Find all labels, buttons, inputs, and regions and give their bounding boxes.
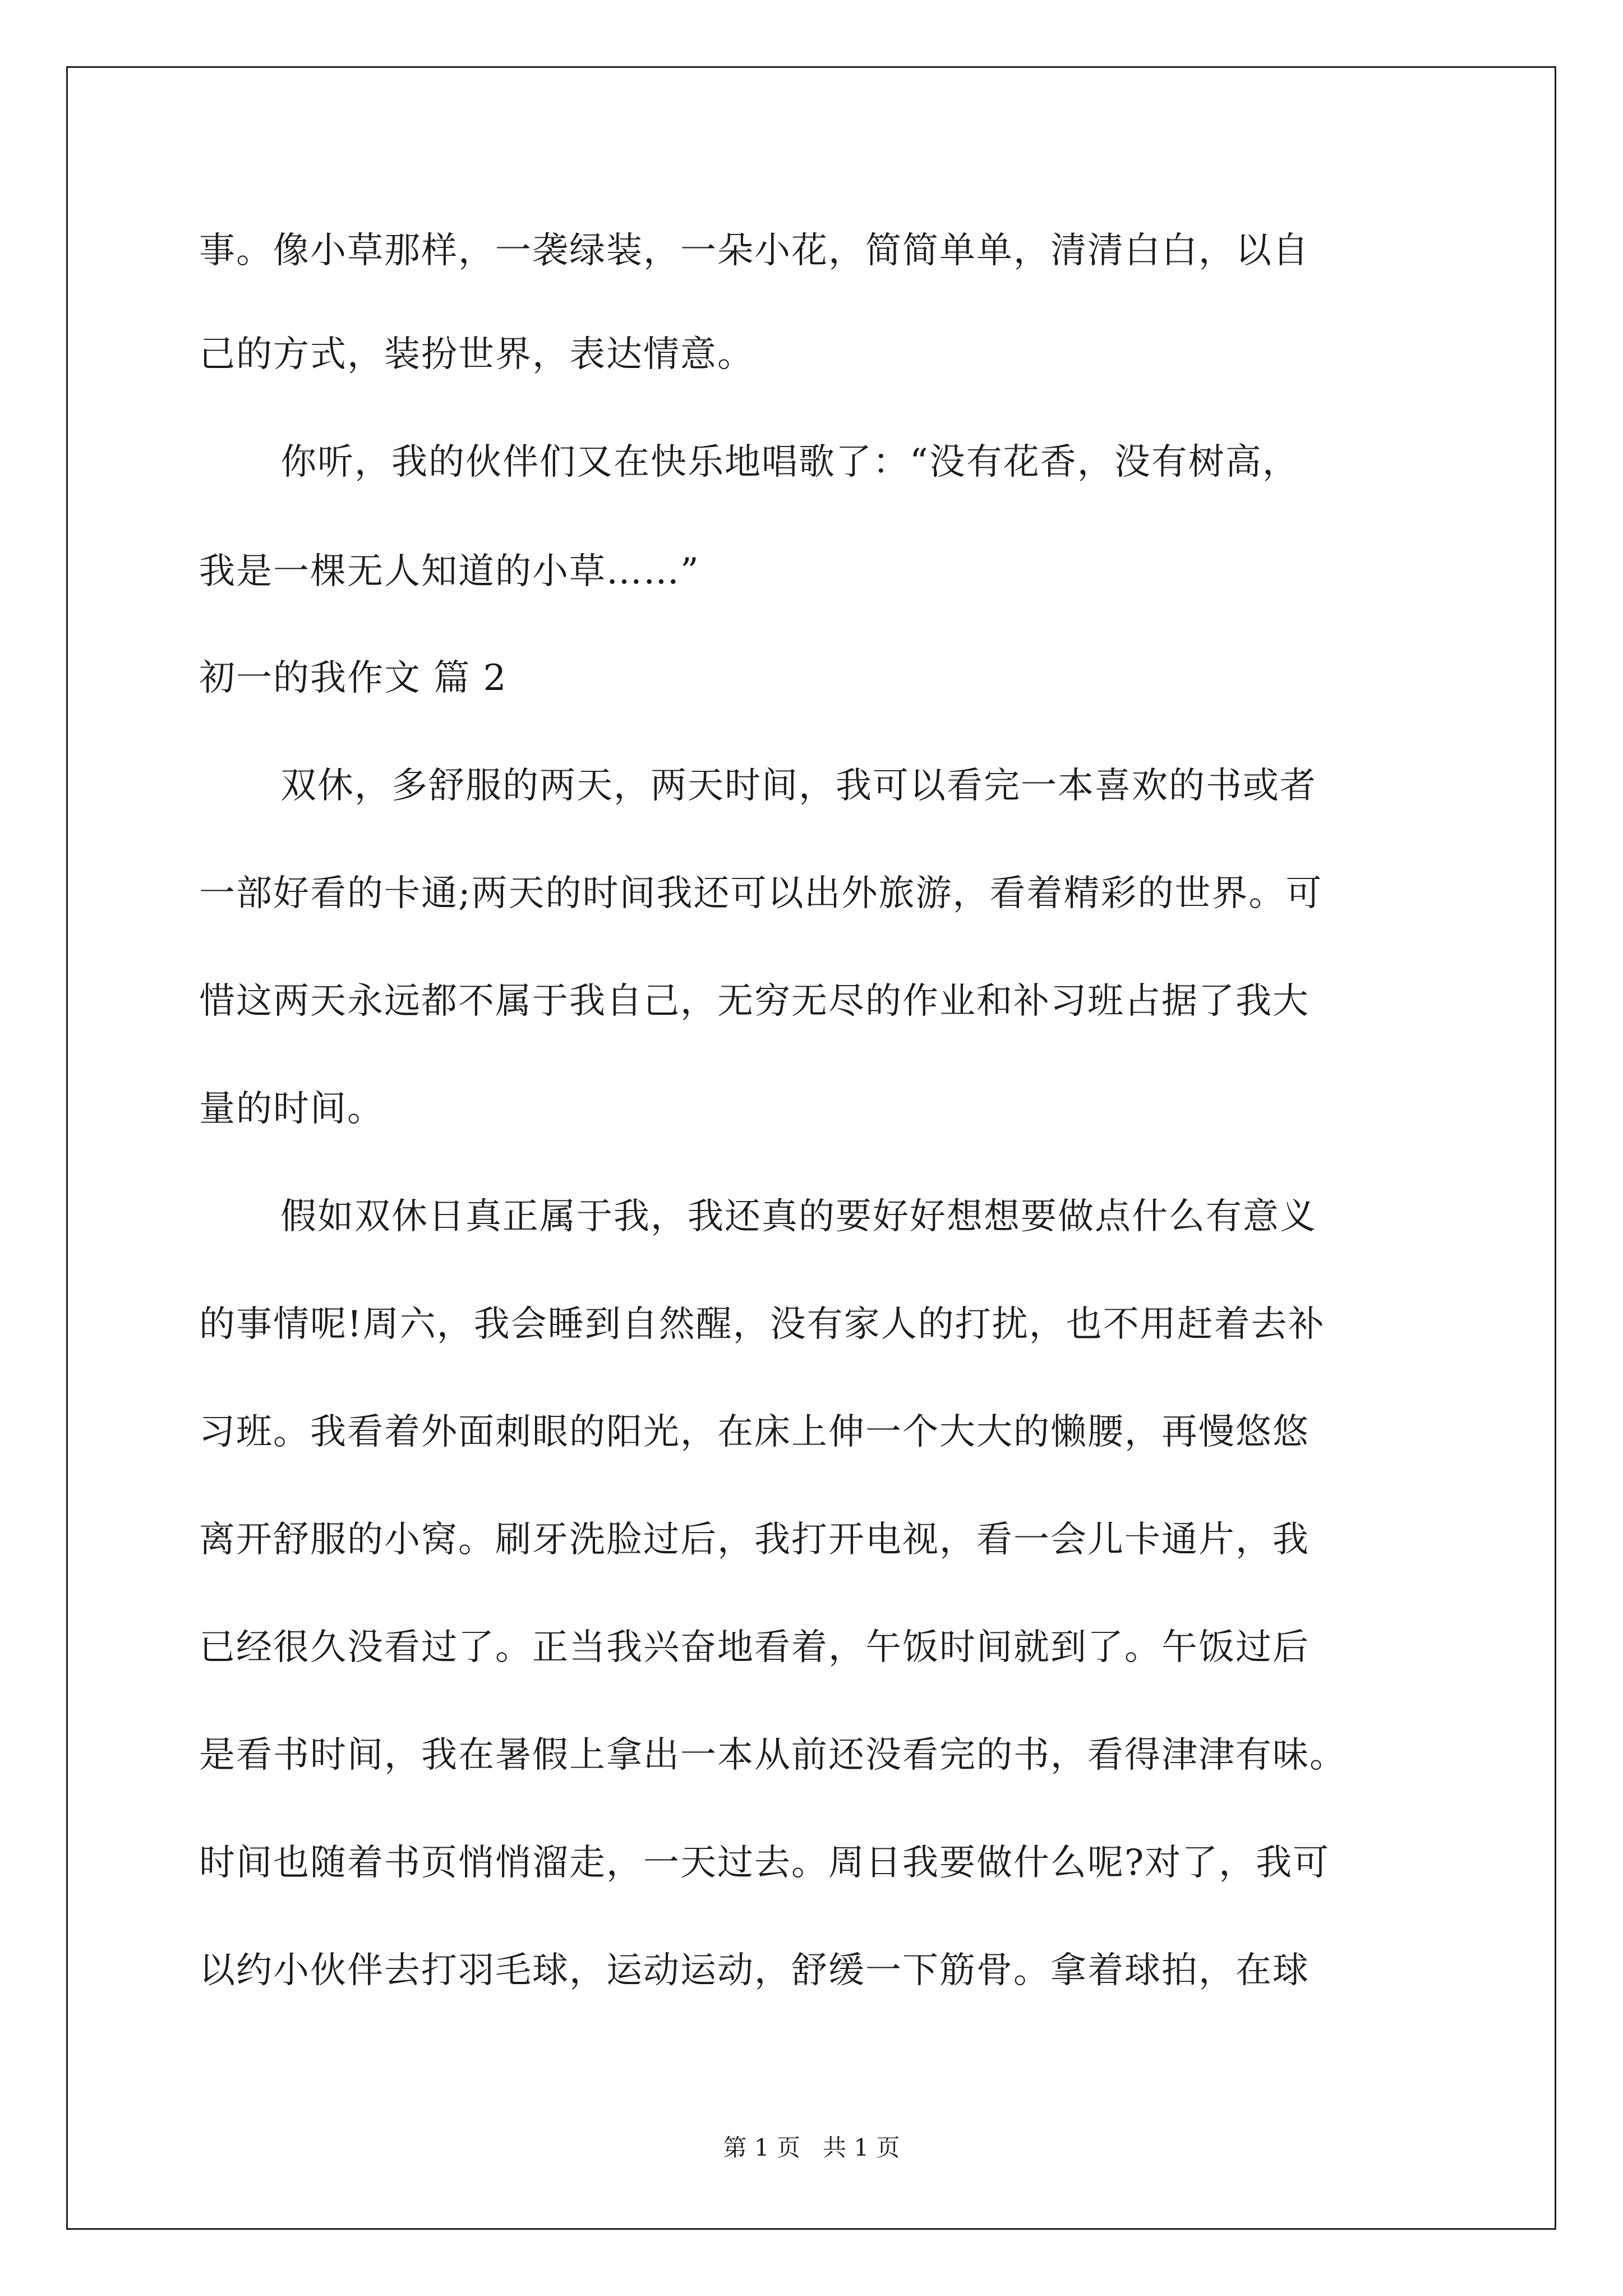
paragraph-first-line: 你听，我的伙伴们又在快乐地唱歌了：“没有花香，没有树高， — [280, 441, 1299, 483]
text-line: 习班。我看着外面刺眼的阳光，在床上伸一个大大的懒腰，再慢悠悠 — [199, 1411, 1310, 1453]
text-line: 以约小伙伴去打羽毛球，运动运动，舒缓一下筋骨。拿着球拍，在球 — [199, 1950, 1310, 1991]
text-line: 惜这两天永远都不属于我自己，无穷无尽的作业和补习班占据了我大 — [199, 981, 1310, 1022]
text-line: 一部好看的卡通;两天的时间我还可以出外旅游，看着精彩的世界。可 — [199, 873, 1323, 914]
text-line: 已经很久没看过了。正当我兴奋地看着，午饭时间就到了。午饭过后 — [199, 1627, 1310, 1668]
section-heading: 初一的我作文 篇 2 — [199, 657, 508, 699]
text-line: 时间也随着书页悄悄溜走，一天过去。周日我要做什么呢?对了，我可 — [199, 1842, 1330, 1884]
page-number-footer: 第 1 页 共 1 页 — [723, 2134, 900, 2161]
text-line: 的事情呢!周六，我会睡到自然醒，没有家人的打扰，也不用赶着去补 — [199, 1304, 1325, 1345]
text-line: 我是一棵无人知道的小草……” — [199, 551, 700, 592]
paragraph-first-line: 假如双休日真正属于我，我还真的要好好想想要做点什么有意义 — [280, 1196, 1317, 1237]
text-line: 量的时间。 — [199, 1088, 384, 1130]
text-line: 事。像小草那样，一袭绿装，一朵小花，简简单单，清清白白，以自 — [199, 230, 1310, 272]
text-line: 离开舒服的小窝。刷牙洗脸过后，我打开电视，看一会儿卡通片，我 — [199, 1519, 1310, 1561]
page-border — [66, 66, 1556, 2230]
paragraph-first-line: 双休，多舒服的两天，两天时间，我可以看完一本喜欢的书或者 — [280, 765, 1317, 807]
text-line: 是看书时间，我在暑假上拿出一本从前还没看完的书，看得津津有味。 — [199, 1734, 1347, 1776]
text-line: 己的方式，装扮世界，表达情意。 — [199, 334, 754, 375]
